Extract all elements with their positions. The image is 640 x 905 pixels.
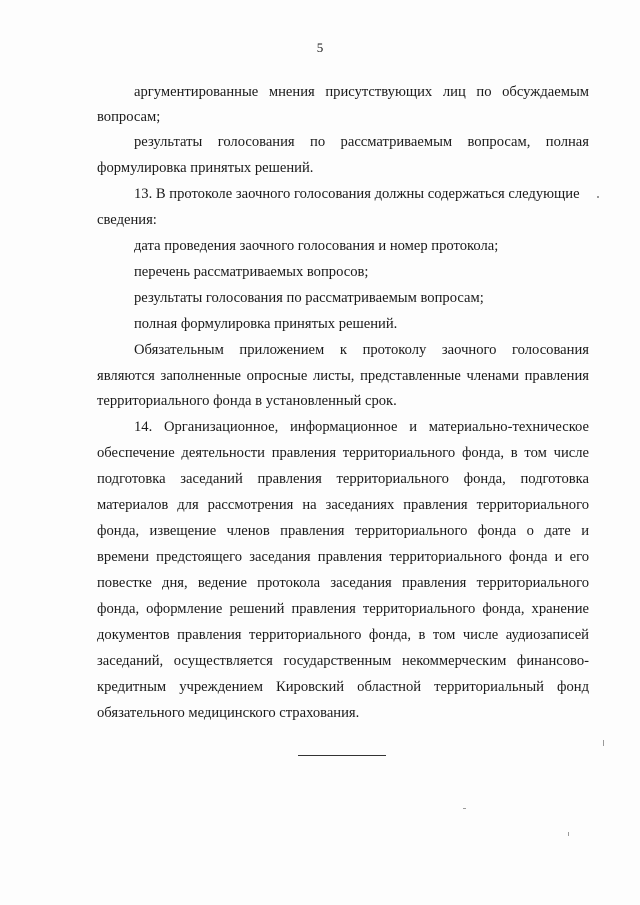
closing-rule bbox=[298, 755, 386, 756]
text-line: дата проведения заочного голосования и номер протокола; bbox=[134, 238, 499, 254]
text-line: являются заполненные опросные листы, представленные членами правления bbox=[97, 368, 589, 384]
scan-speck bbox=[463, 808, 466, 809]
scan-speck bbox=[597, 196, 599, 198]
text-line: вопросам; bbox=[97, 109, 161, 125]
scan-speck bbox=[603, 740, 604, 746]
text-line: 14. Организационное, информационное и материально-техническое bbox=[134, 419, 589, 435]
text-line: подготовка заседаний правления территориального фонда, подготовка bbox=[97, 471, 589, 487]
text-line: полная формулировка принятых решений. bbox=[134, 316, 398, 332]
text-line: повестке дня, ведение протокола заседания правления территориального bbox=[97, 575, 589, 591]
text-line: времени предстоящего заседания правления территориального фонда и его bbox=[97, 549, 589, 565]
text-line: фонда, оформление решений правления территориального фонда, хранение bbox=[97, 601, 589, 617]
page-number: 5 bbox=[316, 40, 324, 55]
text-line: материалов для рассмотрения на заседаниях правления территориального bbox=[97, 497, 589, 513]
text-line: результаты голосования по рассматриваемым вопросам, полная bbox=[134, 134, 589, 150]
text-line: фонда, извещение членов правления территориального фонда о дате и bbox=[97, 523, 589, 539]
text-line: обязательного медицинского страхования. bbox=[97, 705, 360, 721]
text-line: обеспечение деятельности правления территориального фонда, в том числе bbox=[97, 445, 589, 461]
text-line: 13. В протоколе заочного голосования должны содержаться следующие bbox=[134, 186, 580, 202]
text-line: сведения: bbox=[97, 212, 157, 228]
text-line: кредитным учреждением Кировский областной территориальный фонд bbox=[97, 679, 589, 695]
scan-speck bbox=[568, 832, 569, 836]
text-line: документов правления территориального фонда, в том числе аудиозаписей bbox=[97, 627, 589, 643]
text-line: перечень рассматриваемых вопросов; bbox=[134, 264, 369, 280]
text-line: результаты голосования по рассматриваемым вопросам; bbox=[134, 290, 484, 306]
text-line: территориального фонда в установленный срок. bbox=[97, 393, 397, 409]
text-line: Обязательным приложением к протоколу заочного голосования bbox=[134, 342, 589, 358]
text-line: аргументированные мнения присутствующих лиц по обсуждаемым bbox=[134, 84, 589, 100]
text-line: формулировка принятых решений. bbox=[97, 160, 314, 176]
text-line: заседаний, осуществляется государственным некоммерческим финансово- bbox=[97, 653, 589, 669]
